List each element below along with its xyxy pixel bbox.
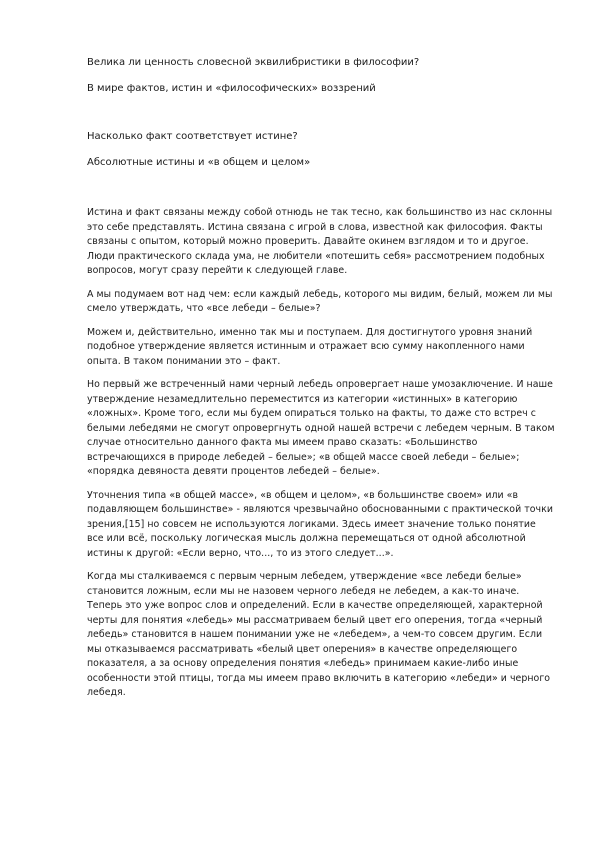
heading-swan-philosophy: Велика ли ценность словесной эквилибристики в философии? bbox=[87, 57, 420, 68]
paragraph-definitions: Когда мы сталкиваемся с первым черным лебедем, утверждение «все лебеди белые» становится ложным, если мы не назовем черного лебедя не лебедем, а как-то иначе. Теперь это уже вопрос слов и определений. Если в качестве определяющей, характерной черты для понятия «лебедь» мы рассматриваем белый цвет его оперения, тогда «черный лебедь» становится в нашем понимании уже не «лебедем», а чем-то совсем другим. Если мы отказываемся рассматривать «белый цвет оперения» в качестве определяющего показателя, а за основу определения понятия «лебедь» принимаем какие-либо иные особенности этой птицы, тогда мы имеем право включить в категорию «лебеди» и черного лебедя. bbox=[87, 571, 551, 698]
body-text bbox=[87, 206, 555, 710]
heading-fact-vs-truth: Насколько факт соответствует истине? bbox=[87, 131, 298, 142]
paragraph-qualifiers: Уточнения типа «в общей массе», «в общем и целом», «в большинстве своем» или «в подавляющем большинстве» - являются чрезвычайно обоснованными с практической точки зрения,[15] но совсем не используются логиками. Здесь имеет значение только понятие все или всё, поскольку логическая мысль должна перемещаться от одной абсолютной истины к другой: «Если верно, что..., то из этого следует...». bbox=[87, 489, 553, 559]
heading-absolute-truths: Абсолютные истины и «в общем и целом» bbox=[87, 157, 311, 168]
heading-facts-truths: В мире фактов, истин и «философических» воззрений bbox=[87, 83, 376, 94]
paragraph-white-swans: А мы подумаем вот над чем: если каждый лебедь, которого мы видим, белый, можем ли мы смело утверждать, что «все лебеди – белые»? bbox=[87, 288, 553, 314]
paragraph-black-swan: Но первый же встреченный нами черный лебедь опровергает наше умозаключение. И наше утверждение незамедлительно переместится из категории «истинных» в категорию «ложных». Кроме того, если мы будем опираться только на факты, то даже сто встреч с белыми лебедями не смогут опровергнуть одной нашей встречи с лебедем черным. В таком случае относительно данного факта мы имеем право сказать: «Большинство встречающихся в природе лебедей – белые»; «в общей массе своей лебеди – белые»; «порядка девяноста девяти процентов лебедей – белые». bbox=[87, 379, 555, 477]
paragraph-truth-and-fact: Истина и факт связаны между собой отнюдь не так тесно, как большинство из нас склонны это себе представлять. Истина связана с игрой в слова, известной как философия. Факты связаны с опытом, который можно проверить. Давайте окинем взглядом и то и другое. Люди практического склада ума, не любители «потешить себя» рассмотрением подобных вопросов, могут сразу перейти к следующей главе. bbox=[87, 207, 553, 276]
paragraph-it-is-fact: Можем и, действительно, именно так мы и поступаем. Для достигнутого уровня знаний подобное утверждение является истинным и отражает всю сумму накопленного нами опыта. В таком понимании это – факт. bbox=[87, 326, 533, 367]
